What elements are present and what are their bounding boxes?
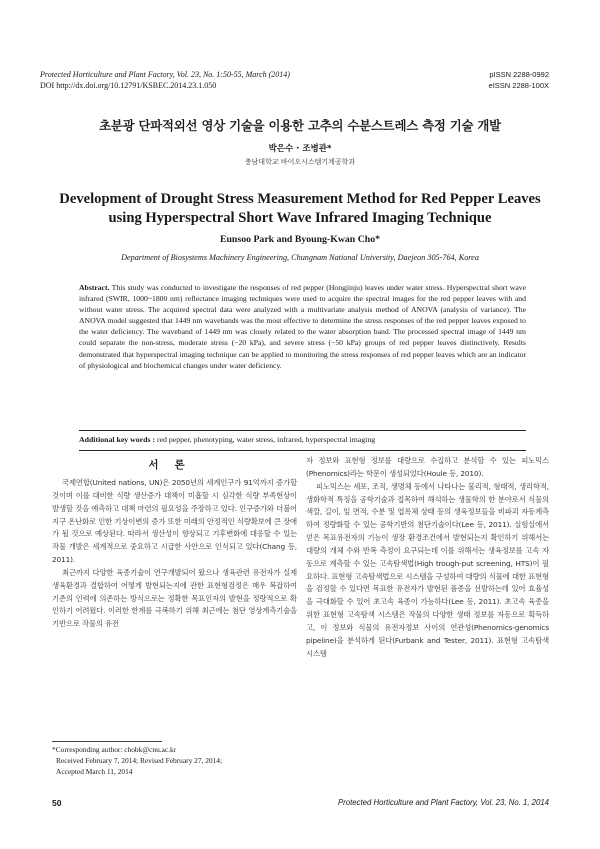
pissn: pISSN 2288-0992 (489, 70, 549, 79)
received-dates: Received February 7, 2014; Revised February 27, 2014; (56, 756, 223, 765)
page-number: 50 (52, 798, 62, 808)
abstract (79, 282, 526, 371)
english-affiliation: Department of Biosystems Machinery Engineering, Chungnam National University, Daejeon 305-764, Korea (121, 253, 479, 262)
doi-link[interactable]: DOI http://dx.doi.org/10.12791/KSBEC.2014.23.1.050 (40, 81, 217, 90)
abstract-text: This study was conducted to investigate the responses of red pepper (Hongjinju) leaves under water stress. Hyperspectral short wave infrared (SWIR, 1000~1800 nm) reflectance imaging techniques were used to acquire the spectral images for the red pepper leaves with and without water stress. The acquired spectral data were analyzed with a multivariate analysis method of ANOVA (analysis of variance). The ANOVA model suggested that 1449 nm wavebands was the most effective to determine the stress responses of the red pepper leaves exposed to the water deficiency. The waveband of 1449 nm was closely related to the water absorption band. The processed spectral image of 1449 nm could separate the non-stress, moderate stress (−20 kPa), and severe stress (−50 kPa) groups of red pepper leaves distinctively. Results demonstrated that hyperspectral imaging technique can be applied to monitoring the stress responses of red pepper leaves which are an indicator of physiological and biochemical changes under water deficiency. (79, 283, 526, 370)
paragraph: 최근까지 다양한 육종기술이 연구개발되어 왔으나 생육관련 유전자가 실제생육환경과 결합하여 어떻게 발현되는지에 관한 표현형검정은 매우 복잡하여 기존의 인력에 의존하는 방식으로는 정확한 목표인자의 발현을 정량적으로 확인하기 어려웠다. 이러한 한계를 극복하기 위해 최근에는 첨단 영상계측기술을 기반으로 작물의 유전 (52, 567, 297, 629)
abstract-label: Abstract. (79, 283, 110, 292)
footnote (52, 744, 297, 777)
korean-authors: 박은수 · 조병관* (268, 144, 332, 154)
right-column (306, 455, 549, 661)
accepted-date: Accepted March 11, 2014 (56, 767, 133, 776)
left-column (52, 477, 297, 631)
eissn: eISSN 2288-100X (488, 81, 549, 90)
english-title (30, 190, 570, 228)
journal-header (40, 69, 400, 91)
keywords (79, 434, 526, 445)
keywords-top-rule (79, 430, 526, 431)
korean-title: 초분광 단파적외선 영상 기술을 이용한 고추의 수분스트레스 측정 기술 개발 (99, 118, 501, 133)
paragraph: 자 정보와 표현형 정보를 대량으로 수집하고 분석할 수 있는 피노믹스(Phenomics)라는 학문이 생성되었다(Houle 등, 2010). (306, 456, 549, 478)
paragraph: 국제연합(United nations, UN)은 2050년의 세계인구가 91억까지 증가할 것이며 이를 대비한 식량 생산증가 대책이 미흡할 시 심각한 식량 부족현상이 발생할 것을 예측하고 대책 마련의 필요성을 주장하고 있다. 인구증가와 더불어 지구 온난화로 인한 기상이변의 증가 또한 미래의 안정적인 식량확보에 큰 장애가 될 것으로 예상된다. 따라서 생산성이 향상되고 기후변화에 대응할 수 있는 작물 개발은 세계적으로 중요하고 시급한 사안으로 인식되고 있다(Chang 등, 2011). (52, 478, 297, 565)
section-title-introduction: 서론 (148, 459, 201, 471)
english-authors: Eunsoo Park and Byoung-Kwan Cho* (219, 234, 381, 245)
footnote-rule (52, 741, 162, 742)
keywords-text: red pepper, phenotyping, water stress, infrared, hyperspectral imaging (155, 435, 376, 444)
paragraph: 피노믹스는 세포, 조직, 생명체 등에서 나타나는 물리적, 형태적, 생리학적, 생화학적 특징을 공학기술과 접목하여 해석하는 생물학의 한 분야로서 식물의 색깔, 길이, 잎 면적, 수분 및 엽록체 상태 등의 생육정보들을 비파괴 자동계측하여 정량화할 수 있는 공학기반의 첨단기술이다(Lee 등, 2011). 실험실에서 얻은 목표유전자의 기능이 생장 환경조건에서 발현되는지 확인하기 위해서는 대량의 개체 수와 반복 측정이 요구되는데 이를 위해서는 생육정보를 고속 자동으로 계측할 수 있는 고속탐색법(High trough-put screening, HTS)이 필요하다. 표현형 고속탐색법으로 시스템을 구성하여 대량의 식물에 대한 표현형을 검정할 수 있다면 목표한 유전자가 발현된 품종을 선발하는데 있어 효율성을 극대화할 수 있어 초고속 육종이 가능하다(Lee 등, 2011). 초고속 육종을 위한 표현형 고속탐색 시스템은 작물의 다양한 생태 정보를 자동으로 획득하고, 이 정보와 식물의 유전자정보 사이의 연관성(Phenomics-genomics pipeline)을 분석하게 된다(Furbank and Tester, 2011). 표현형 고속탐색 시스템 (306, 481, 549, 658)
corresponding-author: *Corresponding author: chobk@cnu.ac.kr (52, 745, 177, 754)
footer-journal: Protected Horticulture and Plant Factory, Vol. 23, No. 1, 2014 (337, 798, 549, 807)
english-title-line-2: using Hyperspectral Short Wave Infrared Imaging Technique (108, 210, 492, 226)
english-title-line-1: Development of Drought Stress Measurement Method for Red Pepper Leaves (59, 191, 541, 207)
issn-block (399, 69, 549, 91)
keywords-label: Additional key words : (79, 435, 156, 444)
korean-affiliation: 충남대학교 바이오시스템기계공학과 (244, 158, 356, 166)
keywords-bottom-rule (79, 450, 526, 451)
journal-citation: Protected Horticulture and Plant Factory, Vol. 23, No. 1:50-55, March (2014) (40, 70, 290, 79)
